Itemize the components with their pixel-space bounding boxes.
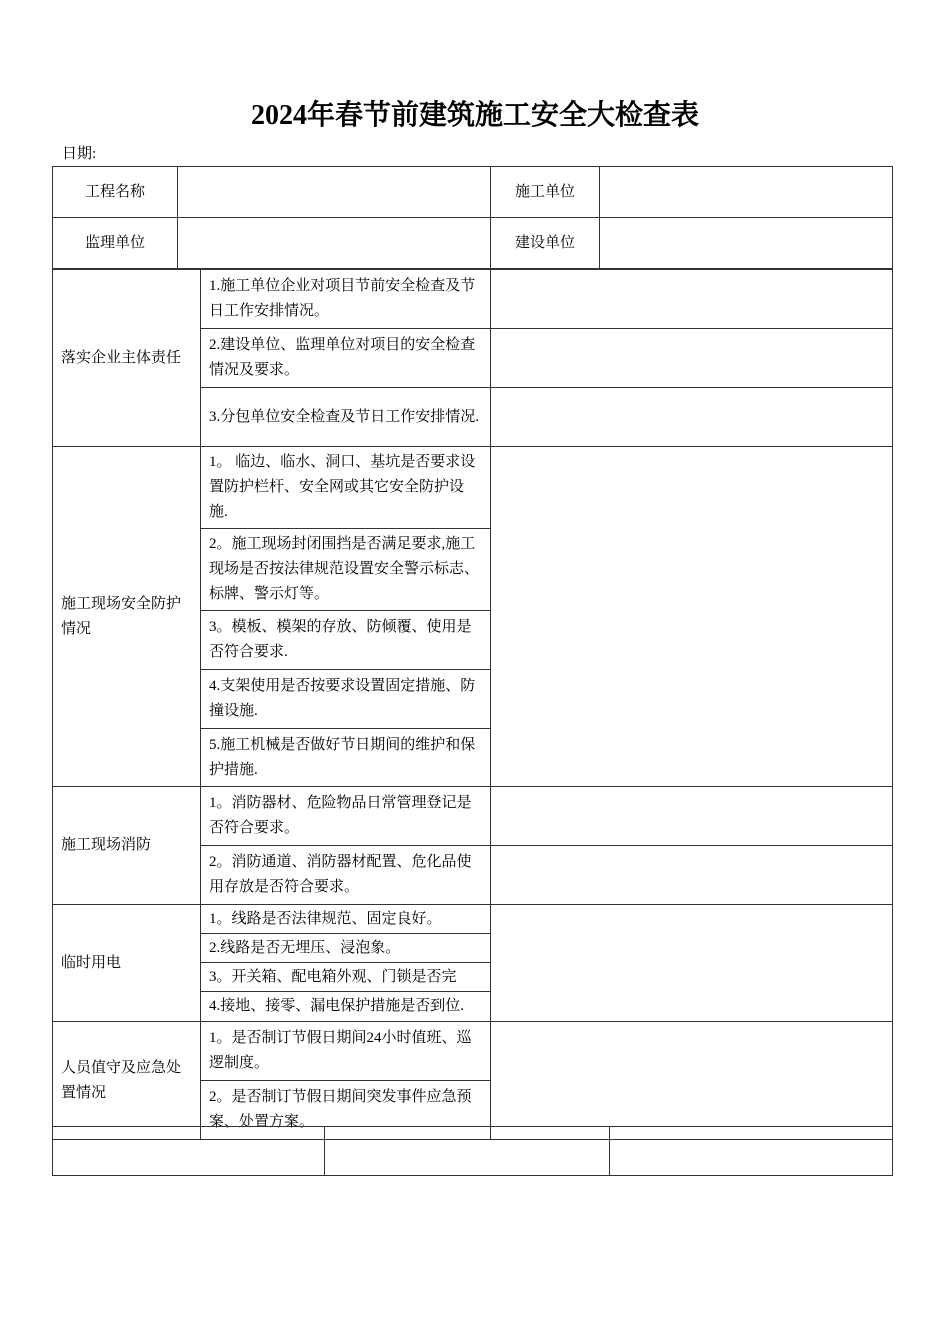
check-item: 2.建设单位、监理单位对项目的安全检查情况及要求。 [201, 329, 491, 388]
signature-field[interactable] [610, 1127, 893, 1176]
result-field[interactable] [491, 1022, 893, 1140]
signature-table [52, 1126, 893, 1176]
check-item: 2。施工现场封闭围挡是否满足要求,施工现场是否按法律规范设置安全警示标志、标牌、警示灯等。 [201, 529, 491, 611]
check-item: 4.支架使用是否按要求设置固定措施、防撞设施. [201, 670, 491, 729]
check-item: 1。 临边、临水、洞口、基坑是否要求设置防护栏杆、安全网或其它安全防护设施. [201, 447, 491, 529]
contractor-field[interactable] [600, 167, 893, 218]
category-cell: 施工现场安全防护情况 [53, 447, 201, 787]
check-item: 1。是否制订节假日期间24小时值班、巡逻制度。 [201, 1022, 491, 1081]
category-cell: 施工现场消防 [53, 787, 201, 905]
project-name-field[interactable] [178, 167, 491, 218]
table-row [53, 167, 893, 218]
supervisor-label: 监理单位 [53, 218, 178, 269]
table-row [53, 270, 893, 329]
table-row [53, 1127, 893, 1176]
result-field[interactable] [491, 846, 893, 905]
category-cell: 人员值守及应急处置情况 [53, 1022, 201, 1140]
table-row [53, 787, 893, 846]
table-row [53, 218, 893, 269]
table-row [53, 447, 893, 529]
table-row [53, 1022, 893, 1081]
check-item: 3.分包单位安全检查及节日工作安排情况. [201, 388, 491, 447]
category-cell: 临时用电 [53, 905, 201, 1022]
check-item: 5.施工机械是否做好节日期间的维护和保护措施. [201, 729, 491, 787]
result-field[interactable] [491, 787, 893, 846]
result-field[interactable] [491, 270, 893, 329]
result-field[interactable] [491, 447, 893, 787]
date-label: 日期: [62, 146, 97, 162]
inspection-table [52, 269, 893, 1140]
result-field[interactable] [491, 388, 893, 447]
check-item: 2.线路是否无埋压、浸泡象。 [201, 934, 491, 963]
result-field[interactable] [491, 329, 893, 388]
contractor-label: 施工单位 [491, 167, 600, 218]
table-row [53, 905, 893, 934]
check-item: 2。消防通道、消防器材配置、危化品使用存放是否符合要求。 [201, 846, 491, 905]
result-field[interactable] [491, 905, 893, 1022]
supervisor-field[interactable] [178, 218, 491, 269]
category-cell: 落实企业主体责任 [53, 270, 201, 447]
check-item: 3。开关箱、配电箱外观、门锁是否完 [201, 963, 491, 992]
check-item: 1。线路是否法律规范、固定良好。 [201, 905, 491, 934]
check-item: 3。模板、模架的存放、防倾覆、使用是否符合要求. [201, 611, 491, 670]
project-name-label: 工程名称 [53, 167, 178, 218]
page-title: 2024年春节前建筑施工安全大检查表 [250, 100, 699, 131]
project-info-table [52, 166, 893, 269]
check-item: 1。消防器材、危险物品日常管理登记是否符合要求。 [201, 787, 491, 846]
owner-label: 建设单位 [491, 218, 600, 269]
check-item: 1.施工单位企业对项目节前安全检查及节日工作安排情况。 [201, 270, 491, 329]
signature-field[interactable] [325, 1127, 610, 1176]
check-item: 4.接地、接零、漏电保护措施是否到位. [201, 992, 491, 1022]
owner-field[interactable] [600, 218, 893, 269]
signature-field[interactable] [53, 1127, 325, 1176]
check-item: 2。是否制订节假日期间突发事件应急预案、处置方案。 [201, 1081, 491, 1140]
